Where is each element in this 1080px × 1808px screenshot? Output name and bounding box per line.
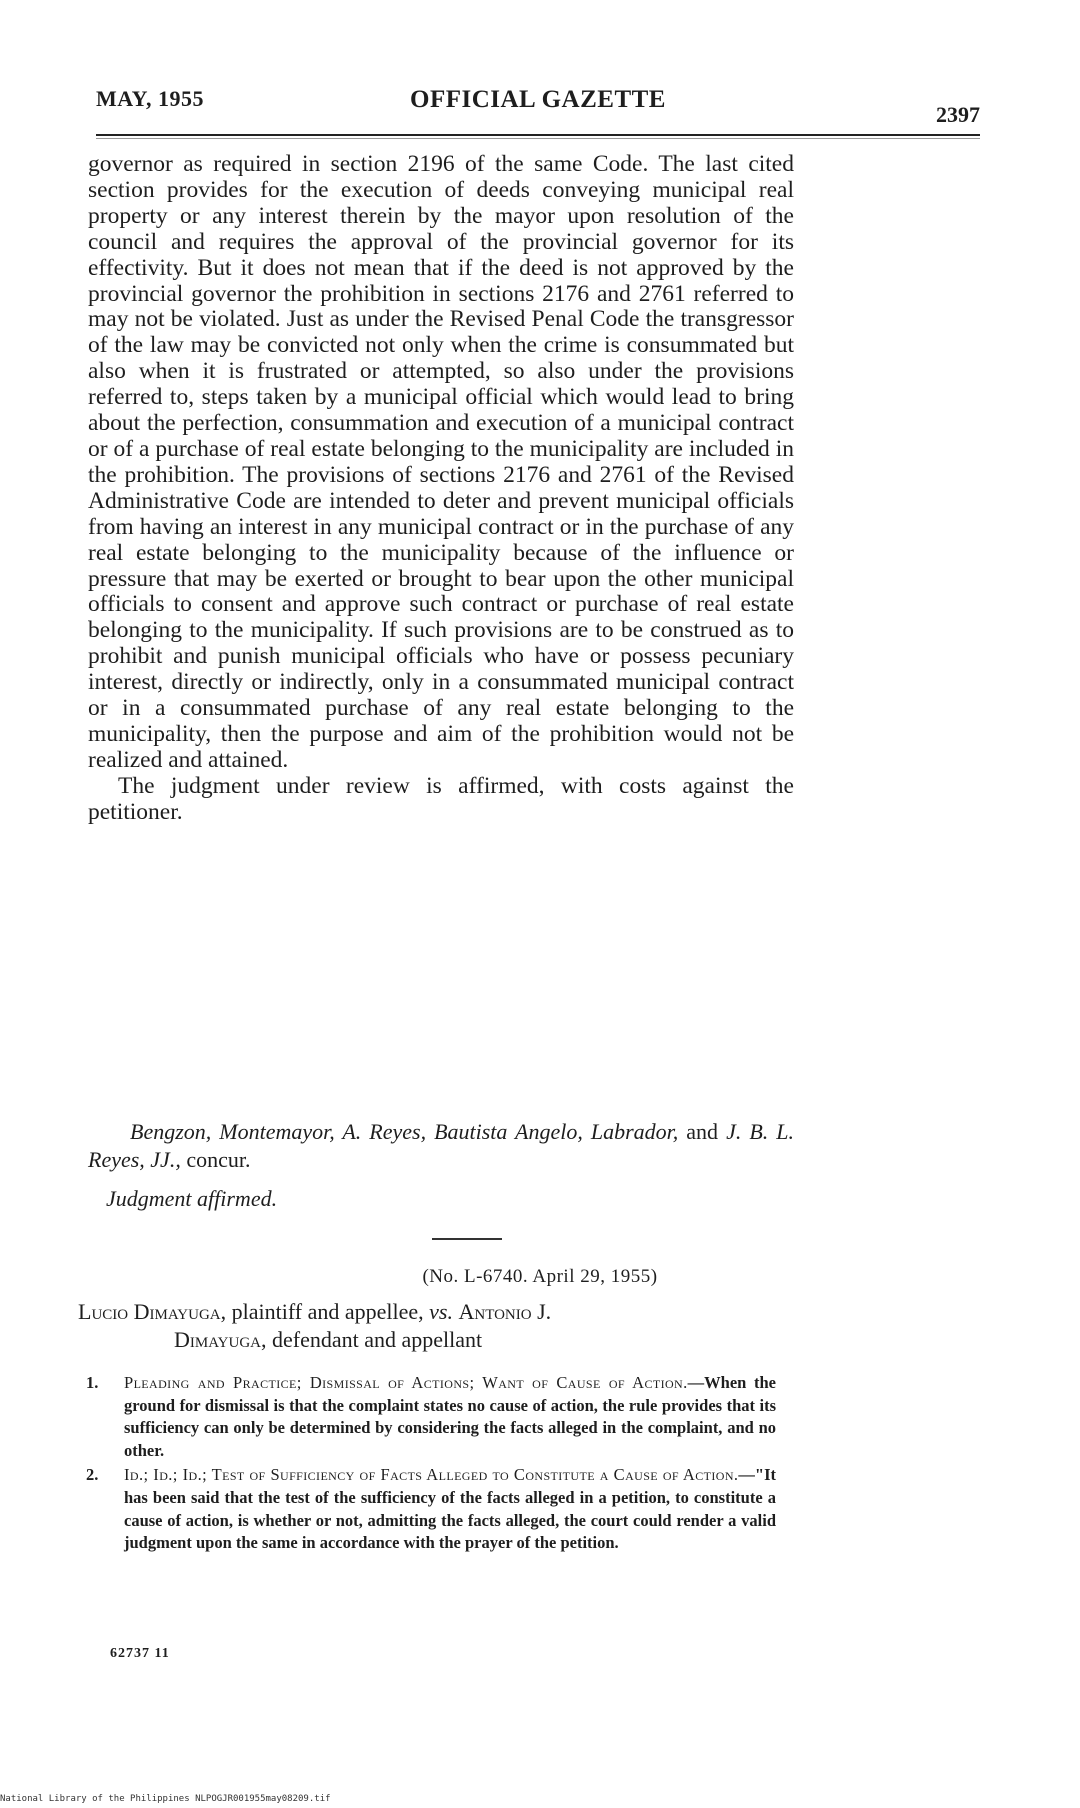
decision-body <box>88 152 794 826</box>
defendant-name-part2: Dimayuga <box>174 1327 262 1352</box>
concurrence-and: and <box>686 1119 719 1144</box>
defendant-role: , defendant and appellant <box>261 1327 483 1352</box>
concur-word: concur. <box>186 1147 251 1172</box>
parties-line-1 <box>78 1298 794 1326</box>
disposition: Judgment affirmed. <box>106 1186 278 1211</box>
defendant-name-part1: Antonio J. <box>458 1299 552 1324</box>
section-divider <box>432 1238 502 1240</box>
concurring-justices-2: J. B. L. Reyes, JJ., <box>88 1119 795 1172</box>
syllabus-item <box>86 1464 776 1554</box>
header-rule-secondary <box>96 138 980 139</box>
syllabus-text: —"It has been said that the test of the sufficiency of the facts alleged in a petition, to constitute a cause of action, is whether or not, admitting the facts alleged, the court could render a valid judgment upon the same in accordance with the prayer of the petition. <box>124 1465 776 1553</box>
case-number: (No. L-6740. April 29, 1955) <box>422 1266 658 1287</box>
versus: vs. <box>429 1299 453 1324</box>
syllabus-number: 1. <box>86 1373 99 1392</box>
parties-line-2 <box>78 1326 794 1354</box>
scan-footer: National Library of the Philippines NLPOGJR001955may08209.tif <box>0 1794 331 1804</box>
syllabus-heading: Pleading and Practice; Dismissal of Actions; Want of Cause of Action. <box>124 1373 688 1392</box>
header-rule <box>96 134 980 136</box>
syllabus <box>86 1372 776 1557</box>
case-parties <box>78 1298 794 1354</box>
body-paragraph: The judgment under review is affirmed, with costs against the petitioner. <box>88 772 794 825</box>
issue-date: MAY, 1955 <box>96 86 205 111</box>
plaintiff-role: , plaintiff and appellee, <box>220 1299 424 1324</box>
syllabus-text: —When the ground for dismissal is that the complaint states no cause of action, the rule provides that its sufficiency can only be determined by considering the facts alleged in the complaint, and no other. <box>124 1373 776 1460</box>
printer-signature-mark: 62737 11 <box>110 1646 170 1661</box>
syllabus-heading: Id.; Id.; Id.; Test of Sufficiency of Facts Alleged to Constitute a Cause of Action. <box>124 1465 739 1485</box>
concurrence-line <box>88 1118 794 1174</box>
page-number: 2397 <box>936 102 980 127</box>
publication-title: OFFICIAL GAZETTE <box>410 86 666 113</box>
concurring-justices: Bengzon, Montemayor, A. Reyes, Bautista Angelo, Labrador, <box>130 1119 679 1144</box>
plaintiff-name: Lucio Dimayuga <box>78 1299 221 1324</box>
body-paragraph: governor as required in section 2196 of the same Code. The last cited section provides for the execution of deeds conveying municipal real property or any interest therein by the mayor upon resolution of the council and requires the approval of the provincial governor for its effectivity. But it does not mean that if the deed is not approved by the provincial governor the prohibition in sections 2176 and 2761 referred to may not be violated. Just as under the Revised Penal Code the transgressor of the law may be convicted not only when the crime is consummated but also when it is frustrated or attempted, so also under the provisions referred to, steps taken by a municipal official which would lead to bring about the perfection, consummation and execution of a municipal contract or of a purchase of real estate belonging to the municipality are included in the prohibition. The provisions of sections 2176 and 2761 of the Revised Administrative Code are intended to deter and prevent municipal officials from having an interest in any municipal contract or in the purchase of any real estate belonging to the municipality because of the influence or pressure that may be exerted or brought to bear upon the other municipal officials to consent and approve such contract or purchase of real estate belonging to the municipality. If such provisions are to be construed as to prohibit and punish municipal officials who have or possess pecuniary interest, directly or indirectly, only in a consummated municipal contract or in a consummated purchase of any real estate belonging to the municipality, then the purpose and aim of the prohibition would not be realized and attained. <box>88 151 794 773</box>
syllabus-item <box>86 1372 776 1462</box>
syllabus-number: 2. <box>86 1465 99 1485</box>
page-header <box>96 86 980 126</box>
